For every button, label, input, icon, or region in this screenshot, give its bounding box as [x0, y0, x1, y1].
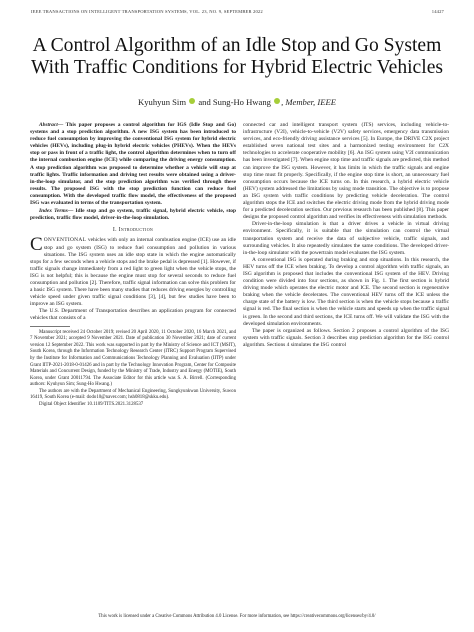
- abstract: [30, 122, 236, 207]
- intro-paragraph-1: [30, 234, 236, 308]
- paper-title: A Control Algorithm of an Idle Stop and Go System With Traffic Conditions for Hybrid Electric Vehicles: [30, 35, 444, 78]
- left-column: [30, 122, 236, 409]
- author-membership: , Member, IEEE: [281, 97, 336, 107]
- page-number: 14427: [431, 9, 444, 14]
- orcid-icon[interactable]: [274, 98, 280, 104]
- index-terms-text: — Idle stop and go system, traffic signal, hybrid electric vehicle, stop prediction, traffic flow model, driver-in-the-loop simulation.: [30, 208, 236, 222]
- author-second: Sung-Ho Hwang: [212, 97, 271, 107]
- author-joiner: and: [198, 97, 211, 107]
- index-terms-label: Index Terms: [39, 208, 68, 215]
- journal-citation: IEEE TRANSACTIONS ON INTELLIGENT TRANSPORTATION SYSTEMS, VOL. 23, NO. 9, SEPTEMBER 2022: [31, 9, 263, 14]
- intro-lead-word: ONVENTIONAL: [43, 237, 87, 244]
- intro-paragraph-1-text: vehicles with only an internal combustion engine (ICE) use an idle stop and go system (ISG) to reduce fuel consumption and pollution in various situations. The ISG system uses an idle stop state in which the engine automatically stops for a few seconds when a vehicle stops and the brake pedal is depressed [1]. However, if traffic signals change immediately from a red light to green light when the vehicle stops, the ISG is not helpful; this is because the engine must stop for several seconds to reduce fuel consumption and pollution [2]. Therefore, traffic signal information can solve this problem for a basic ISG system. There have been many studies that reduces driving energies by controlling vehicle speed under given traffic signal conditions [3], [4], but few studies have been to improve an ISG system.: [30, 237, 236, 308]
- abstract-text: — This paper proposes a control algorithm for IGS (Idle Stop and Go) systems and a stop prediction algorithm. A new ISG system has been introduced to reduce fuel consumption by improving the conventional ISG system for hybrid electric vehicles (HEVs), including plug-in hybrid electric vehicles (PHEVs). When the HEVs stop or pass in front of a traffic light, the control algorithm determines when to turn off the internal combustion engine (ICE) while comparing the driving energy consumption. A stop prediction algorithm was proposed to determine whether a vehicle will stop at traffic lights. Traffic information and driving test results were obtained using a driver-in-the-loop simulator, and the stop prediction algorithm was verified through these results. The proposed ISG with the stop prediction function can reduce fuel consumption. With the developed traffic flow model, the effectiveness of the proposed ISG was evaluated in terms of the transportation system.: [30, 122, 236, 207]
- section-heading-introduction: I. Introduction: [112, 227, 154, 234]
- footnote-doi[interactable]: Digital Object Identifier 10.1109/TITS.2021.3128537: [39, 402, 144, 408]
- intro-paragraph-5: A conventional ISG is operated during braking and stop situations. In this research, the HEV turns off the ICE when braking. To develop a control algorithm with traffic signals, an ISG algorithm is proposed that includes the conventional ISG system of the HEV. Driving condition were divided into four sections, as shown in Fig. 1. The first section is hybrid driving mode which operates the electric motor and ICE. The second section is regenerative braking when the vehicle decelerates. The conventional HEV turns off the ICE unless the charge state of the battery is low. The third section is when the vehicle stops because a traffic signal is red. The final section is when the vehicle starts and speeds up when the traffic signal is green. In the second and third sections, the ICE turns off. We will validate the ISG with the developed simulation environments.: [243, 256, 449, 327]
- drop-cap: C: [30, 234, 43, 256]
- abstract-label: Abstract: [39, 122, 58, 128]
- footnote-affiliation: The authors are with the Department of Mechanical Engineering, Sungkyunkwan University, Suwon 16419, South Korea (e-mail: dodo10@naver.com; hsh0818@skku.edu).: [30, 388, 236, 401]
- orcid-icon[interactable]: [189, 98, 195, 104]
- running-header: [31, 9, 444, 14]
- footnote-received: Manuscript received 24 October 2019; revised 20 April 2020, 11 October 2020, 16 March 2021, and 7 November 2021; accepted 9 November 2021. Date of publication 30 November 2021; date of current version 12 September 2022. This work was supported in part by the Ministry of Science and ICT (MSIT), South Korea, through the Information Technology Research Center (ITRC) Support Program Supervised by the Institute for Information and Communications Technology Planning and Evaluation (IITP) under Grant IITP-2021-2018-0-01426 and in part by the Technology Innovation Program, Center for Composite Materials and Concurrent Design, funded by the Ministry of Trade, Industry and Energy (MOTIE), South Korea, under Grant 20011794. The Associate Editor for this article was S. A. Birrell. (Corresponding authors: Kyuhyun Sim; Sung-Ho Hwang.): [30, 329, 236, 388]
- author-line: [20, 97, 454, 107]
- footnote-divider: [30, 326, 70, 327]
- license-footer[interactable]: This work is licensed under a Creative Commons Attribution 4.0 License. For more information, see https://creativecommons.org/licenses/by/4.0/: [98, 614, 376, 619]
- author-first: Kyuhyun Sim: [138, 97, 187, 107]
- intro-paragraph-3: connected car and intelligent transport system (ITS) services, including vehicle-to-infrastructure (V2I), vehicle-to-vehicle (V2V) safety services, emergency data transmission services, and eco-friendly driving assistance services [5]. In Europe, the DRIVE C2X project established seven national test sites and a harmonized testing environment for C2X technologies to accelerate cooperative mobility [6]. An ISG system using V2I communication has been investigated [7]. When engine stop time and traffic signals are predicted, this method can improve the ISG system. However, it has limits in which the traffic signals and engine stop time must fit properly. Specifically, if the engine stop time is short, an unnecessary fuel consumption occurs because the ICE turns on. In this research, a hybrid electric vehicle (HEV) system addressed the limitations by using mode transition. The objective is to propose an ISG system with traffic conditions by predicting vehicle deceleration. The control algorithm stops the ICE and switches the electric driving mode from the hybrid driving mode for a predicted deceleration section. Our previous research has been published [8]. This paper designs the proposed control algorithm and verifies its effectiveness with simulation methods.: [243, 122, 449, 221]
- intro-paragraph-2: The U.S. Department of Transportation describes an application program for connected vehicles that consists of a: [30, 308, 236, 322]
- index-terms: [30, 208, 236, 222]
- intro-paragraph-4: Driver-in-the-loop simulation is that a driver drives a vehicle in virtual driving environment. Specifically, it is suitable that the simulation can control the virtual transportation system and receive the data of subjective vehicle, traffic signals, and surrounding vehicles. It also repeatedly simulates the same conditions. The developed driver-in-the-loop simulator with the powertrain model evaluates the ISG system.: [243, 221, 449, 256]
- intro-paragraph-6: The paper is organized as follows. Section 2 proposes a control algorithm of the ISG system with traffic signals. Section 3 describes stop prediction algorithm for the ISG control algorithm. Sections 4 simulates the ISG control: [243, 327, 449, 348]
- right-column: [243, 122, 449, 349]
